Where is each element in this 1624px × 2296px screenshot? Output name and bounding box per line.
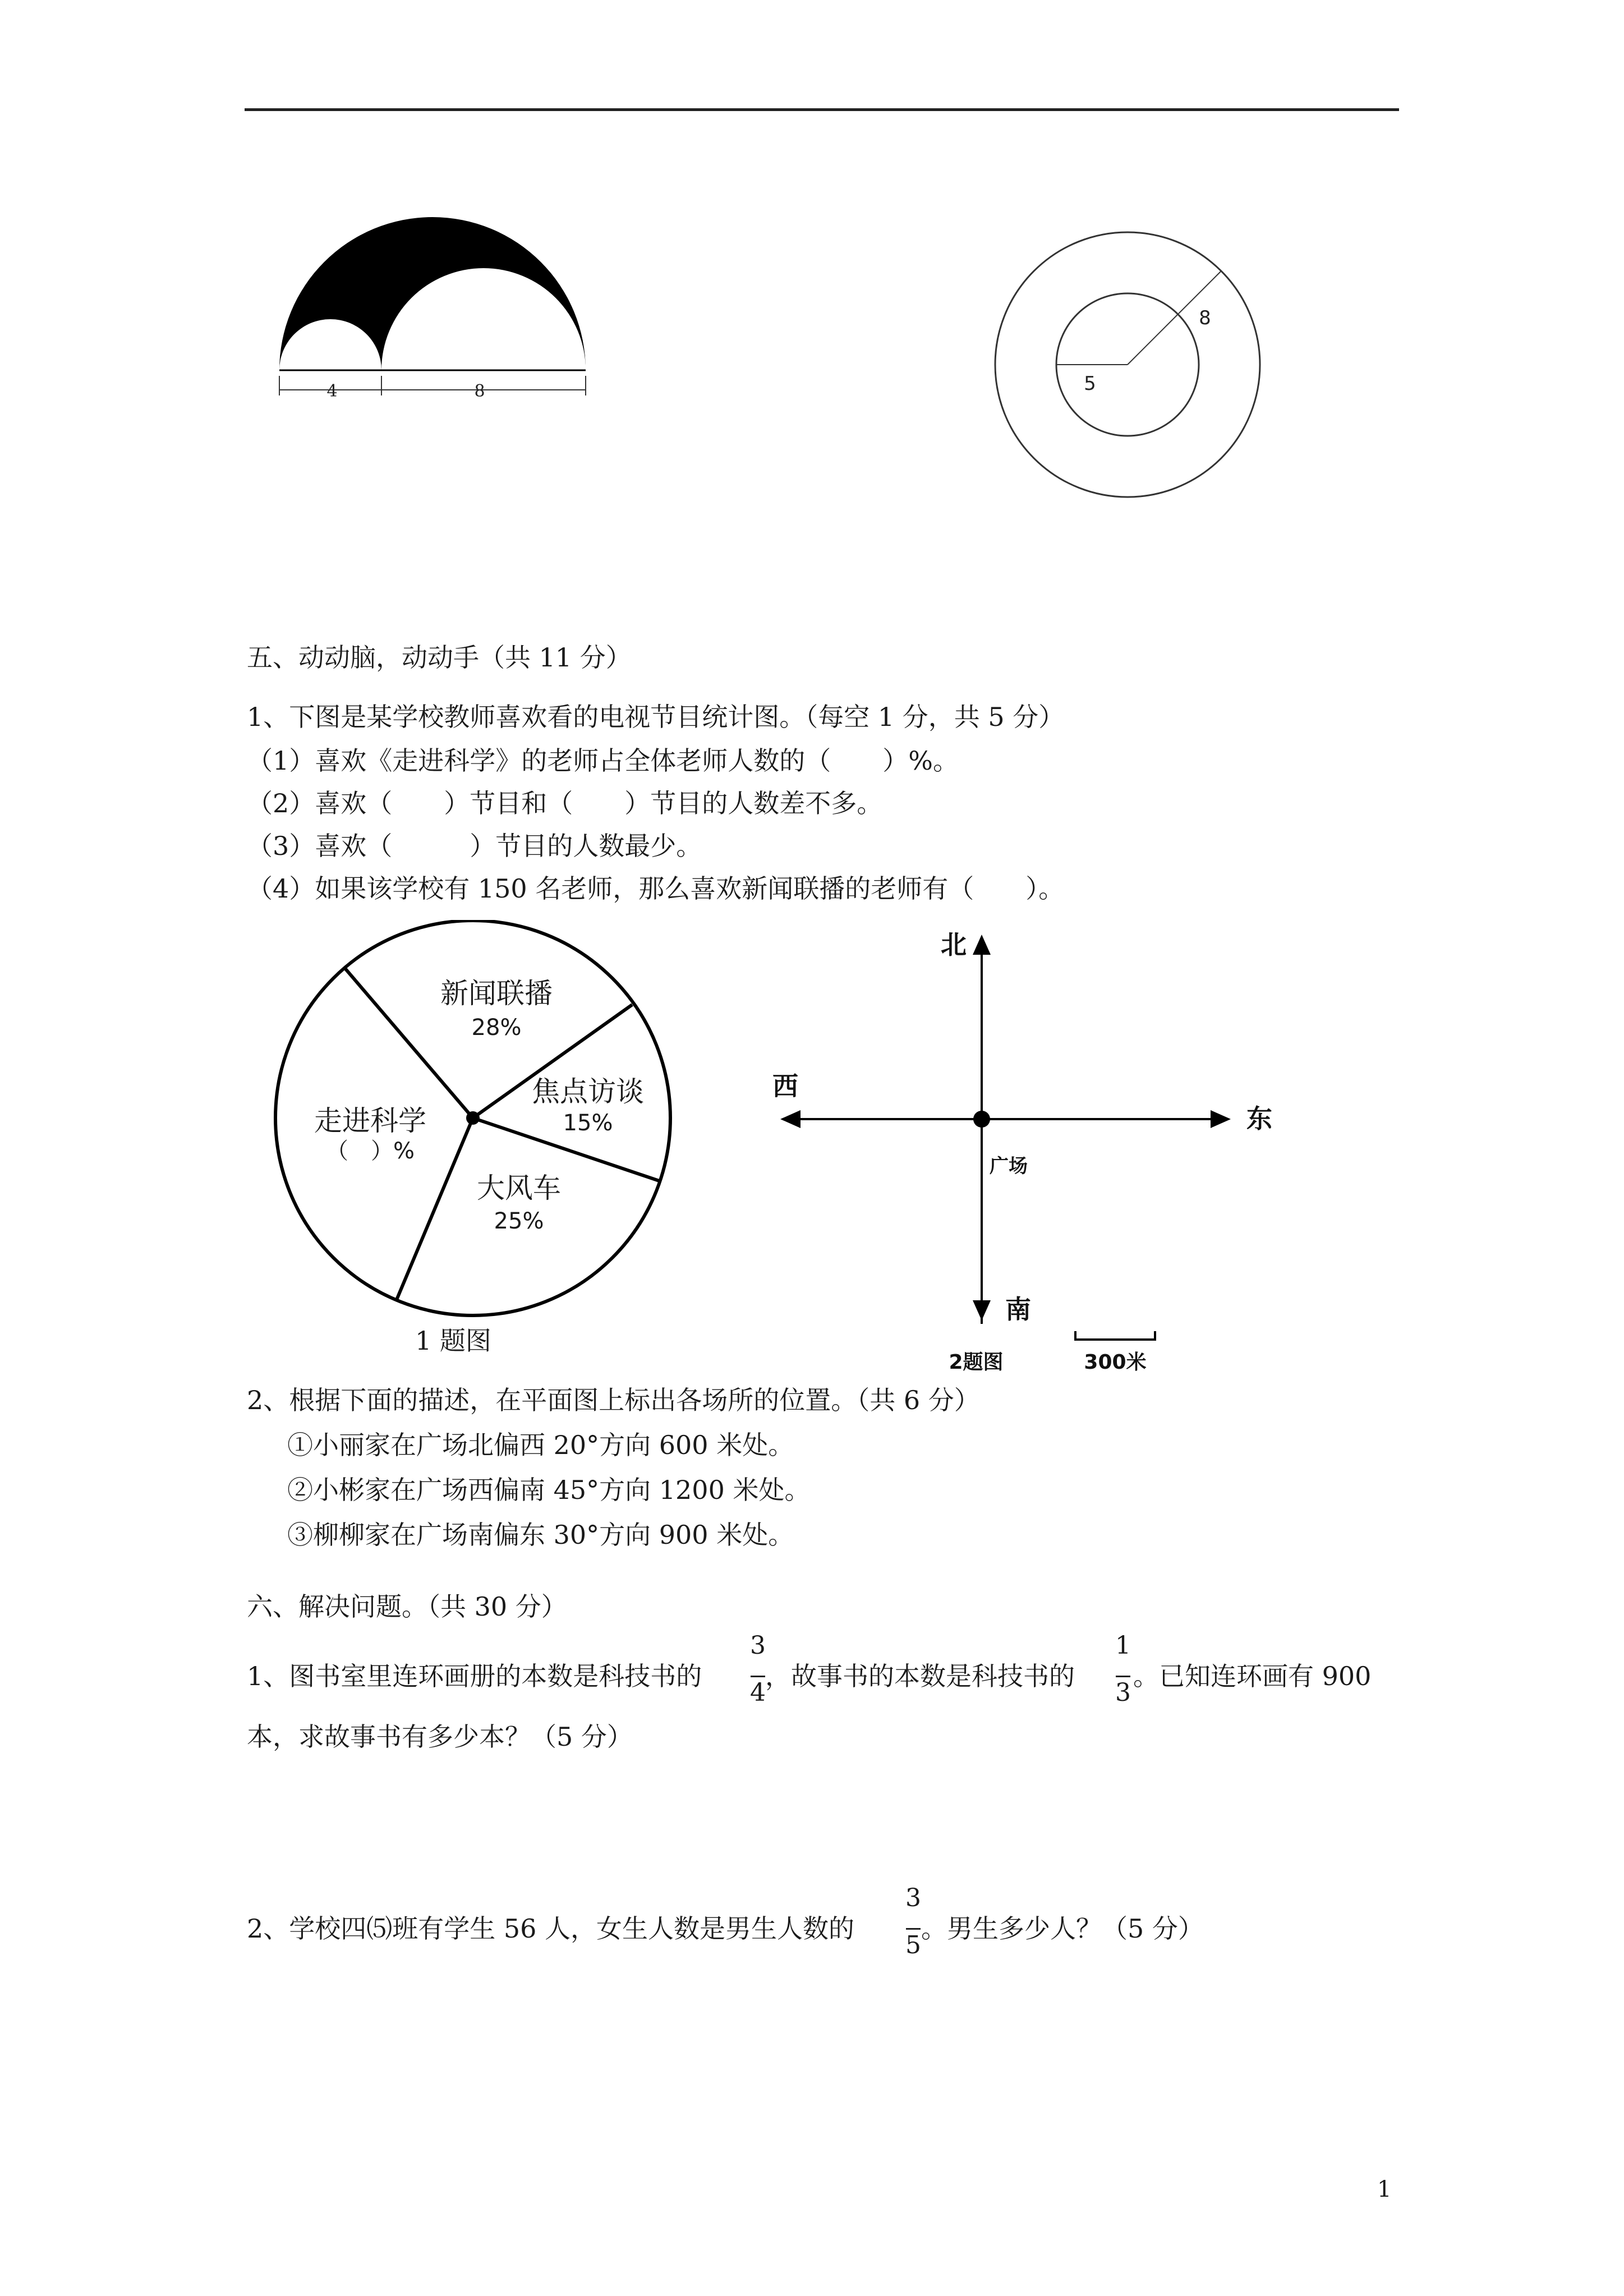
- pie-value-news: 28%: [471, 1015, 522, 1041]
- section6-q1-frac1-denominator: 4: [750, 1678, 766, 1707]
- section5-heading: 五、动动脑，动动手（共 11 分）: [247, 642, 632, 673]
- pie-chart: [264, 920, 690, 1318]
- ring-figure: [987, 224, 1268, 505]
- section5-q1-sub3: （3）喜欢（ ）节目的人数最少。: [247, 831, 702, 861]
- compass-west-label: 西: [772, 1071, 798, 1101]
- pie-label-science: 走进科学: [314, 1105, 426, 1137]
- ring-outer-radius-label: 8: [1199, 307, 1211, 329]
- section6-q1-frac1-bar: [751, 1676, 765, 1677]
- section6-q2-frac-denominator: 5: [905, 1931, 921, 1959]
- section6-q1-frac1-numerator: 3: [750, 1631, 766, 1660]
- pie-caption: 1 题图: [415, 1326, 491, 1356]
- section5-q2-item3: ③柳柳家在广场南偏东 30°方向 900 米处。: [287, 1520, 794, 1550]
- section6-q1-line2: 本，求故事书有多少本？（5 分）: [247, 1722, 633, 1752]
- compass-diagram: [757, 920, 1285, 1380]
- compass-center-label: 广场: [990, 1155, 1028, 1177]
- semicircle-label-small: 4: [326, 381, 338, 398]
- section5-q2-item1: ①小丽家在广场北偏西 20°方向 600 米处。: [287, 1430, 794, 1460]
- section6-q2-frac-numerator: 3: [905, 1884, 921, 1912]
- section6-heading: 六、解决问题。（共 30 分）: [247, 1591, 567, 1622]
- section6-q1-part-c: 。已知连环画有 900: [1133, 1661, 1372, 1691]
- semicircle-label-large: 8: [474, 381, 485, 398]
- pie-label-news: 新闻联播: [440, 977, 553, 1010]
- section6-q2-frac-bar: [906, 1928, 921, 1930]
- section5-q1-sub2: （2）喜欢（ ）节目和（ ）节目的人数差不多。: [247, 788, 883, 818]
- compass-scale-label: 300米: [1084, 1351, 1147, 1374]
- section5-q1-sub4: （4）如果该学校有 150 名老师，那么喜欢新闻联播的老师有（ ）。: [247, 873, 1065, 904]
- section5-q1-sub1: （1）喜欢《走进科学》的老师占全体老师人数的（ ）%。: [247, 746, 959, 776]
- section6-q2-part-a: 2、学校四⑸班有学生 56 人，女生人数是男生人数的: [247, 1913, 855, 1944]
- semicircle-figure: [264, 208, 600, 398]
- pie-value-focus: 15%: [563, 1110, 613, 1136]
- page-number: 1: [1377, 2177, 1392, 2202]
- section5-q1-stem: 1、下图是某学校教师喜欢看的电视节目统计图。（每空 1 分，共 5 分）: [247, 702, 1065, 732]
- pie-value-windmill: 25%: [494, 1208, 544, 1234]
- compass-south-label: 南: [1005, 1294, 1031, 1324]
- pie-value-science: （ ）%: [325, 1138, 415, 1164]
- header-rule: [245, 108, 1399, 111]
- section6-q1-part-a: 1、图书室里连环画册的本数是科技书的: [247, 1661, 702, 1691]
- ring-inner-radius-label: 5: [1084, 372, 1096, 395]
- section5-q2-stem: 2、根据下面的描述，在平面图上标出各场所的位置。（共 6 分）: [247, 1385, 980, 1415]
- section6-q1-part-b: ，故事书的本数是科技书的: [765, 1661, 1075, 1691]
- section6-q1-frac2-numerator: 1: [1115, 1631, 1131, 1660]
- pie-label-windmill: 大风车: [477, 1172, 561, 1204]
- section5-q2-item2: ②小彬家在广场西偏南 45°方向 1200 米处。: [287, 1475, 811, 1505]
- compass-east-label: 东: [1246, 1103, 1272, 1134]
- compass-caption: 2题图: [949, 1351, 1004, 1374]
- compass-north-label: 北: [941, 930, 967, 960]
- pie-label-focus: 焦点访谈: [532, 1075, 644, 1108]
- section6-q1-frac2-denominator: 3: [1115, 1678, 1131, 1707]
- section6-q1-frac2-bar: [1116, 1676, 1130, 1677]
- section6-q2-part-b: 。男生多少人？（5 分）: [921, 1913, 1204, 1944]
